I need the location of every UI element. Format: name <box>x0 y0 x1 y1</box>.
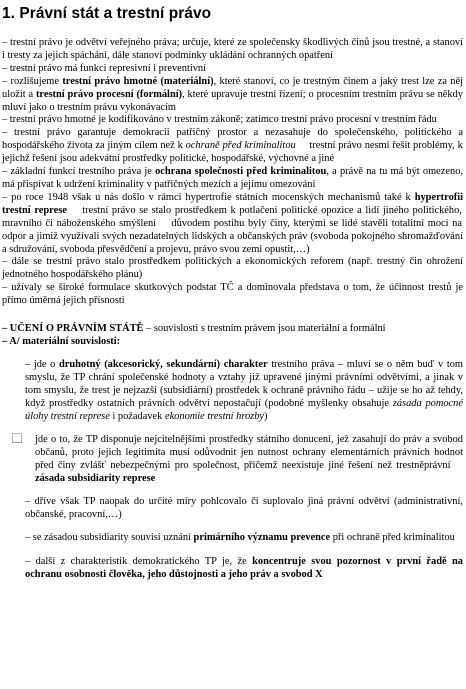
list-item: – jde o druhotný (akcesorický, sekundární) charakter trestního práva – mluví se o něm buď v tom smyslu, že TP chrání společenské hodnoty a vztahy již upravené jinými právními odvětvími, a jinak v tom smyslu, že trest je nejzazší (subsidiární) prostředek k ochraně právního řádu – užije se ho až tehdy, když prostředky ostatních právních odvětví nepostačují (podobné myšlenky obsahuje zásada pomocné úlohy trestní represe i požadavek ekonomie trestní hrozby) <box>25 359 463 422</box>
list-item: – další z charakteristik demokratického TP je, že koncentruje svou pozornost v první řadě na ochranu osobnosti člověka, jeho důstojnosti a jeho práv a svobod X <box>25 555 464 580</box>
sub-list-item: ⃞ jde o to, že TP disponuje nejcitelnějšími prostředky státního donucení, jež zasahují do práv a svobod občanů, proto jejich legitimita musí odůvodnit jen nutnost ochrany elementárních právních hodnot před činy zvlášť nebezpečnými pro společnost, přičemž neexistuje jiné řešení než trestněprávní ⃞ zásada subsidiarity represe <box>12 434 463 484</box>
subsection-heading: – A/ materiální souvislosti: <box>2 335 121 347</box>
spacer <box>2 308 463 323</box>
bold-term: primárního významu prevence <box>193 532 331 544</box>
bold-term: trestní právo procesní (formální) <box>35 88 183 100</box>
list-item: – dříve však TP naopak do určité míry pohlcovalo či suplovalo jiná právní odvětví (administrativní, občanské, pracovní,…) <box>25 496 463 521</box>
page-title: 1. Právní stát a trestní právo <box>2 5 212 22</box>
bold-term: trestní právo hmotné (materiální) <box>62 75 214 87</box>
list-item: – rozlišujeme trestní právo hmotné (materiální), které stanoví, co je trestným činem a jaký trest lze za něj uložit a trestní právo procesní (formální), které upravuje trestní řízení; o procesním trestním právu se někdy mluví jako o trestním právu vykonávacím <box>2 75 463 113</box>
bold-term: druhotný (akcesorický, sekundární) charakter <box>58 359 268 371</box>
list-item: – základní funkcí trestního práva je ochrana společnosti před kriminalitou, a právě na tu má být omezeno, má přispívat k udržení kriminality v patřičných mezích a jejímu omezování <box>2 166 463 190</box>
list-item: – trestní právo hmotné je kodifikováno v trestním zákoně; zatímco trestní právo procesní v trestním řádu <box>2 114 437 126</box>
list-item: – trestní právo je odvětví veřejného práva; určuje, které ze společensky škodlivých činů jsou trestné, a stanoví i tresty za jejich spáchání, dále stanoví podmínky ukládání ochranných opatření <box>2 37 463 61</box>
bold-term: koncentruje svou pozornost v první řadě na ochranu osobnosti člověka, jeho důstojnosti a jeho práv a svobod <box>25 555 464 580</box>
bold-term: ochrana společnosti před kriminalitou <box>155 166 327 178</box>
italic-term: ochraně před kriminalitou <box>185 140 296 152</box>
list-item: – užívaly se široké formulace skutkových podstat TČ a dominovala představa o tom, že účinnost trestů je přímo úměrná jejich přísnosti <box>2 282 463 307</box>
list-item: – se zásadou subsidiarity souvisí uznání primárního významu prevence při ochraně před kriminalitou <box>25 532 455 544</box>
section-heading: – UČENÍ O PRÁVNÍM STÁTĚ – souvislosti s trestním právem jsou materiální a formální <box>2 323 386 335</box>
list-item: – trestní právo garantuje demokracii patřičný prostor a nezasahuje do společenského, politického a hospodářského života za jiným cílem než k ochraně před kriminalitou ⃞ trestní právo nesmí řešit problémy, k jejichž řešení jsou adekvátní prostředky politické, hospodářské, výchovné a jiné <box>2 127 463 165</box>
list-item: – trestní právo má funkci represivní i preventivní <box>2 62 207 74</box>
italic-term: ekonomie trestní hrozby <box>164 410 265 422</box>
bold-term: zásada subsidiarity represe <box>35 472 156 484</box>
bold-term: hypertrofii trestní represe <box>2 191 463 216</box>
square-bullet-icon: ⃞ <box>12 434 23 446</box>
list-item: – dále se trestní právo stalo prostředkem politických a ekonomických reforem (např. trestný čin ohrožení jednotného hospodářského plánu) <box>2 256 463 281</box>
italic-term: zásada pomocné úlohy trestní represe <box>25 397 463 422</box>
list-item: – po roce 1948 však u nás došlo v rámci hypertrofie státních mocenských mechanismů také k hypertrofii trestní represe ⃞ trestní právo se stalo prostředkem k potlačení politické opozice a lidí jiného politického, mravního či náboženského smýšlení ⃞ důvodem postihu byly činy, kterými se lidé stavěli totalitní moci na odpor a jimiž využívali svých nezadatelných lidských a občanských práv (svoboda pokojného shromažďování a sdružování, svoboda přesvědčení a projevu, právo svou zemi opustit,…) <box>2 191 463 255</box>
